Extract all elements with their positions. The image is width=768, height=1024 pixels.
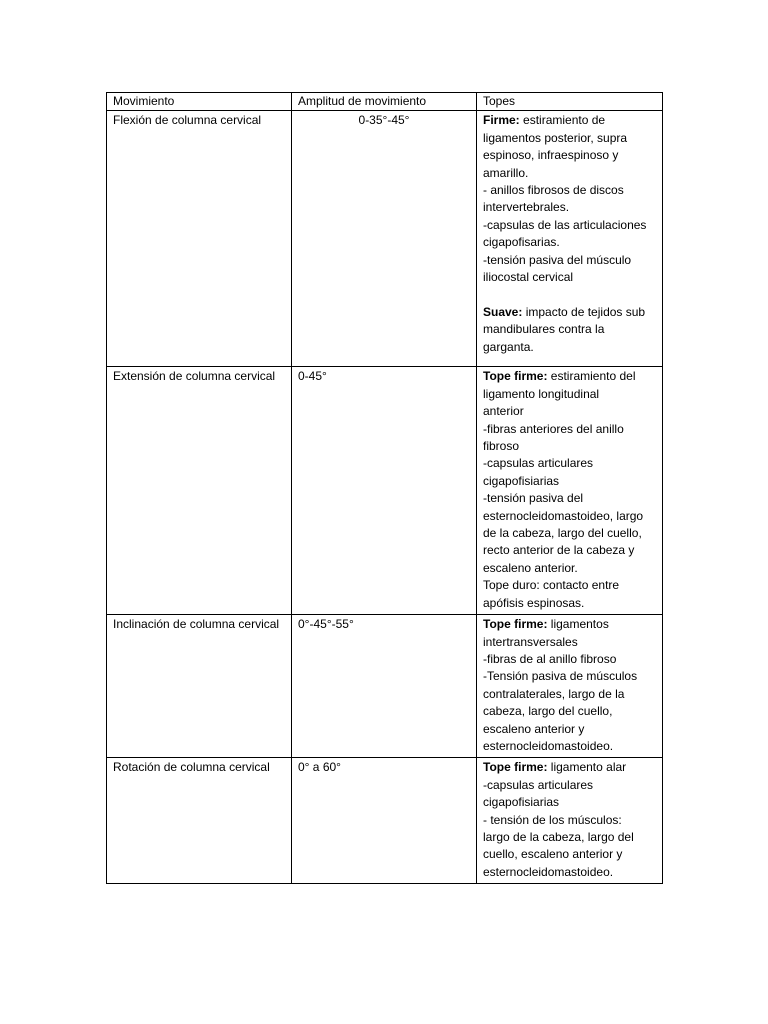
table-row	[107, 758, 663, 884]
topes-line	[483, 686, 656, 703]
topes-line	[483, 651, 656, 668]
topes-line	[483, 542, 656, 559]
topes-line	[483, 234, 656, 251]
topes-text: ligamento longitudinal	[483, 386, 600, 401]
cell-movimiento: Rotación de columna cervical	[107, 758, 292, 884]
topes-label: Tope firme:	[483, 369, 548, 384]
topes-line	[483, 182, 656, 199]
topes-text: iliocostal cervical	[483, 270, 574, 285]
topes-text: mandibulares contra la	[483, 322, 605, 337]
topes-line	[483, 217, 656, 234]
table-body	[107, 111, 663, 884]
table-header	[107, 93, 663, 111]
topes-text: recto anterior de la cabeza y	[483, 543, 635, 558]
cell-amplitud: 0-35°-45°	[292, 111, 477, 367]
cell-topes	[477, 615, 663, 758]
topes-line	[483, 304, 656, 321]
topes-text: -capsulas de las articulaciones	[483, 217, 647, 232]
table-row	[107, 367, 663, 615]
topes-line	[483, 252, 656, 269]
table-row	[107, 111, 663, 367]
topes-line	[483, 508, 656, 525]
topes-line	[483, 864, 656, 881]
topes-text: impacto de tejidos sub	[522, 304, 646, 319]
topes-text: apófisis espinosas.	[483, 595, 585, 610]
topes-text: intertransversales	[483, 634, 578, 649]
topes-text: esternocleidomastoideo, largo	[483, 508, 644, 523]
topes-line	[483, 829, 656, 846]
topes-line	[483, 403, 656, 420]
topes-label: Firme:	[483, 113, 520, 128]
topes-line	[483, 668, 656, 685]
topes-line	[483, 438, 656, 455]
topes-line	[483, 473, 656, 490]
topes-line	[483, 421, 656, 438]
cell-amplitud: 0-45°	[292, 367, 477, 615]
topes-text: Tope duro: contacto entre	[483, 578, 620, 593]
paragraph-gap	[483, 286, 656, 303]
topes-line	[483, 455, 656, 472]
topes-line	[483, 738, 656, 755]
cell-movimiento: Inclinación de columna cervical	[107, 615, 292, 758]
topes-line	[483, 525, 656, 542]
topes-line	[483, 386, 656, 403]
topes-text: - tensión de los músculos:	[483, 812, 622, 827]
topes-text: esternocleidomastoideo.	[483, 738, 614, 753]
cell-topes	[477, 758, 663, 884]
topes-line	[483, 812, 656, 829]
topes-label: Tope firme:	[483, 617, 548, 632]
topes-text: estiramiento del	[547, 369, 636, 384]
topes-text: escaleno anterior.	[483, 560, 578, 575]
topes-text: -fibras de al anillo fibroso	[483, 651, 617, 666]
topes-line	[483, 112, 656, 129]
topes-text: amarillo.	[483, 165, 529, 180]
topes-text: garganta.	[483, 339, 534, 354]
topes-text: largo de la cabeza, largo del	[483, 829, 634, 844]
topes-text: anterior	[483, 404, 524, 419]
cell-amplitud: 0°-45°-55°	[292, 615, 477, 758]
topes-text: cigapofisarias.	[483, 235, 560, 250]
topes-text: fibroso	[483, 439, 520, 454]
topes-line	[483, 721, 656, 738]
topes-text: estiramiento de	[519, 113, 606, 128]
header-movimiento: Movimiento	[107, 93, 292, 111]
topes-line	[483, 846, 656, 863]
topes-line	[483, 577, 656, 594]
topes-label: Suave:	[483, 304, 523, 319]
table-row	[107, 615, 663, 758]
topes-text: cabeza, largo del cuello,	[483, 704, 613, 719]
topes-line	[483, 165, 656, 182]
cell-topes	[477, 111, 663, 367]
topes-line	[483, 339, 656, 356]
topes-text: -capsulas articulares	[483, 456, 594, 471]
topes-text: escaleno anterior y	[483, 721, 585, 736]
topes-text: contralaterales, largo de la	[483, 686, 625, 701]
topes-line	[483, 560, 656, 577]
topes-text: -fibras anteriores del anillo	[483, 421, 624, 436]
topes-text: -tensión pasiva del	[483, 491, 584, 506]
cell-topes	[477, 367, 663, 615]
topes-line	[483, 777, 656, 794]
range-of-motion-table	[106, 92, 663, 884]
topes-line	[483, 595, 656, 612]
topes-text: - anillos fibrosos de discos	[483, 183, 624, 198]
topes-line	[483, 703, 656, 720]
topes-text: -tensión pasiva del músculo	[483, 252, 632, 267]
topes-text: intervertebrales.	[483, 200, 570, 215]
topes-text: esternocleidomastoideo.	[483, 864, 614, 879]
topes-line	[483, 269, 656, 286]
topes-line	[483, 759, 656, 776]
topes-line	[483, 634, 656, 651]
cell-amplitud: 0° a 60°	[292, 758, 477, 884]
topes-text: de la cabeza, largo del cuello,	[483, 526, 642, 541]
header-amplitud: Amplitud de movimiento	[292, 93, 477, 111]
topes-text: cigapofisiarias	[483, 473, 560, 488]
topes-text: cuello, escaleno anterior y	[483, 847, 623, 862]
topes-line	[483, 794, 656, 811]
header-row	[107, 93, 663, 111]
topes-text: -capsulas articulares	[483, 777, 594, 792]
topes-line	[483, 368, 656, 385]
cell-movimiento: Extensión de columna cervical	[107, 367, 292, 615]
topes-text: -Tensión pasiva de músculos	[483, 669, 638, 684]
header-topes: Topes	[477, 93, 663, 111]
cell-movimiento: Flexión de columna cervical	[107, 111, 292, 367]
topes-line	[483, 321, 656, 338]
topes-line	[483, 199, 656, 216]
topes-text: espinoso, infraespinoso y	[483, 148, 619, 163]
topes-text: ligamentos posterior, supra	[483, 130, 628, 145]
topes-label: Tope firme:	[483, 760, 548, 775]
topes-line	[483, 490, 656, 507]
topes-line	[483, 130, 656, 147]
topes-text: ligamentos	[547, 617, 609, 632]
topes-text: cigapofisiarias	[483, 795, 560, 810]
topes-line	[483, 616, 656, 633]
topes-text: ligamento alar	[547, 760, 627, 775]
topes-line	[483, 147, 656, 164]
